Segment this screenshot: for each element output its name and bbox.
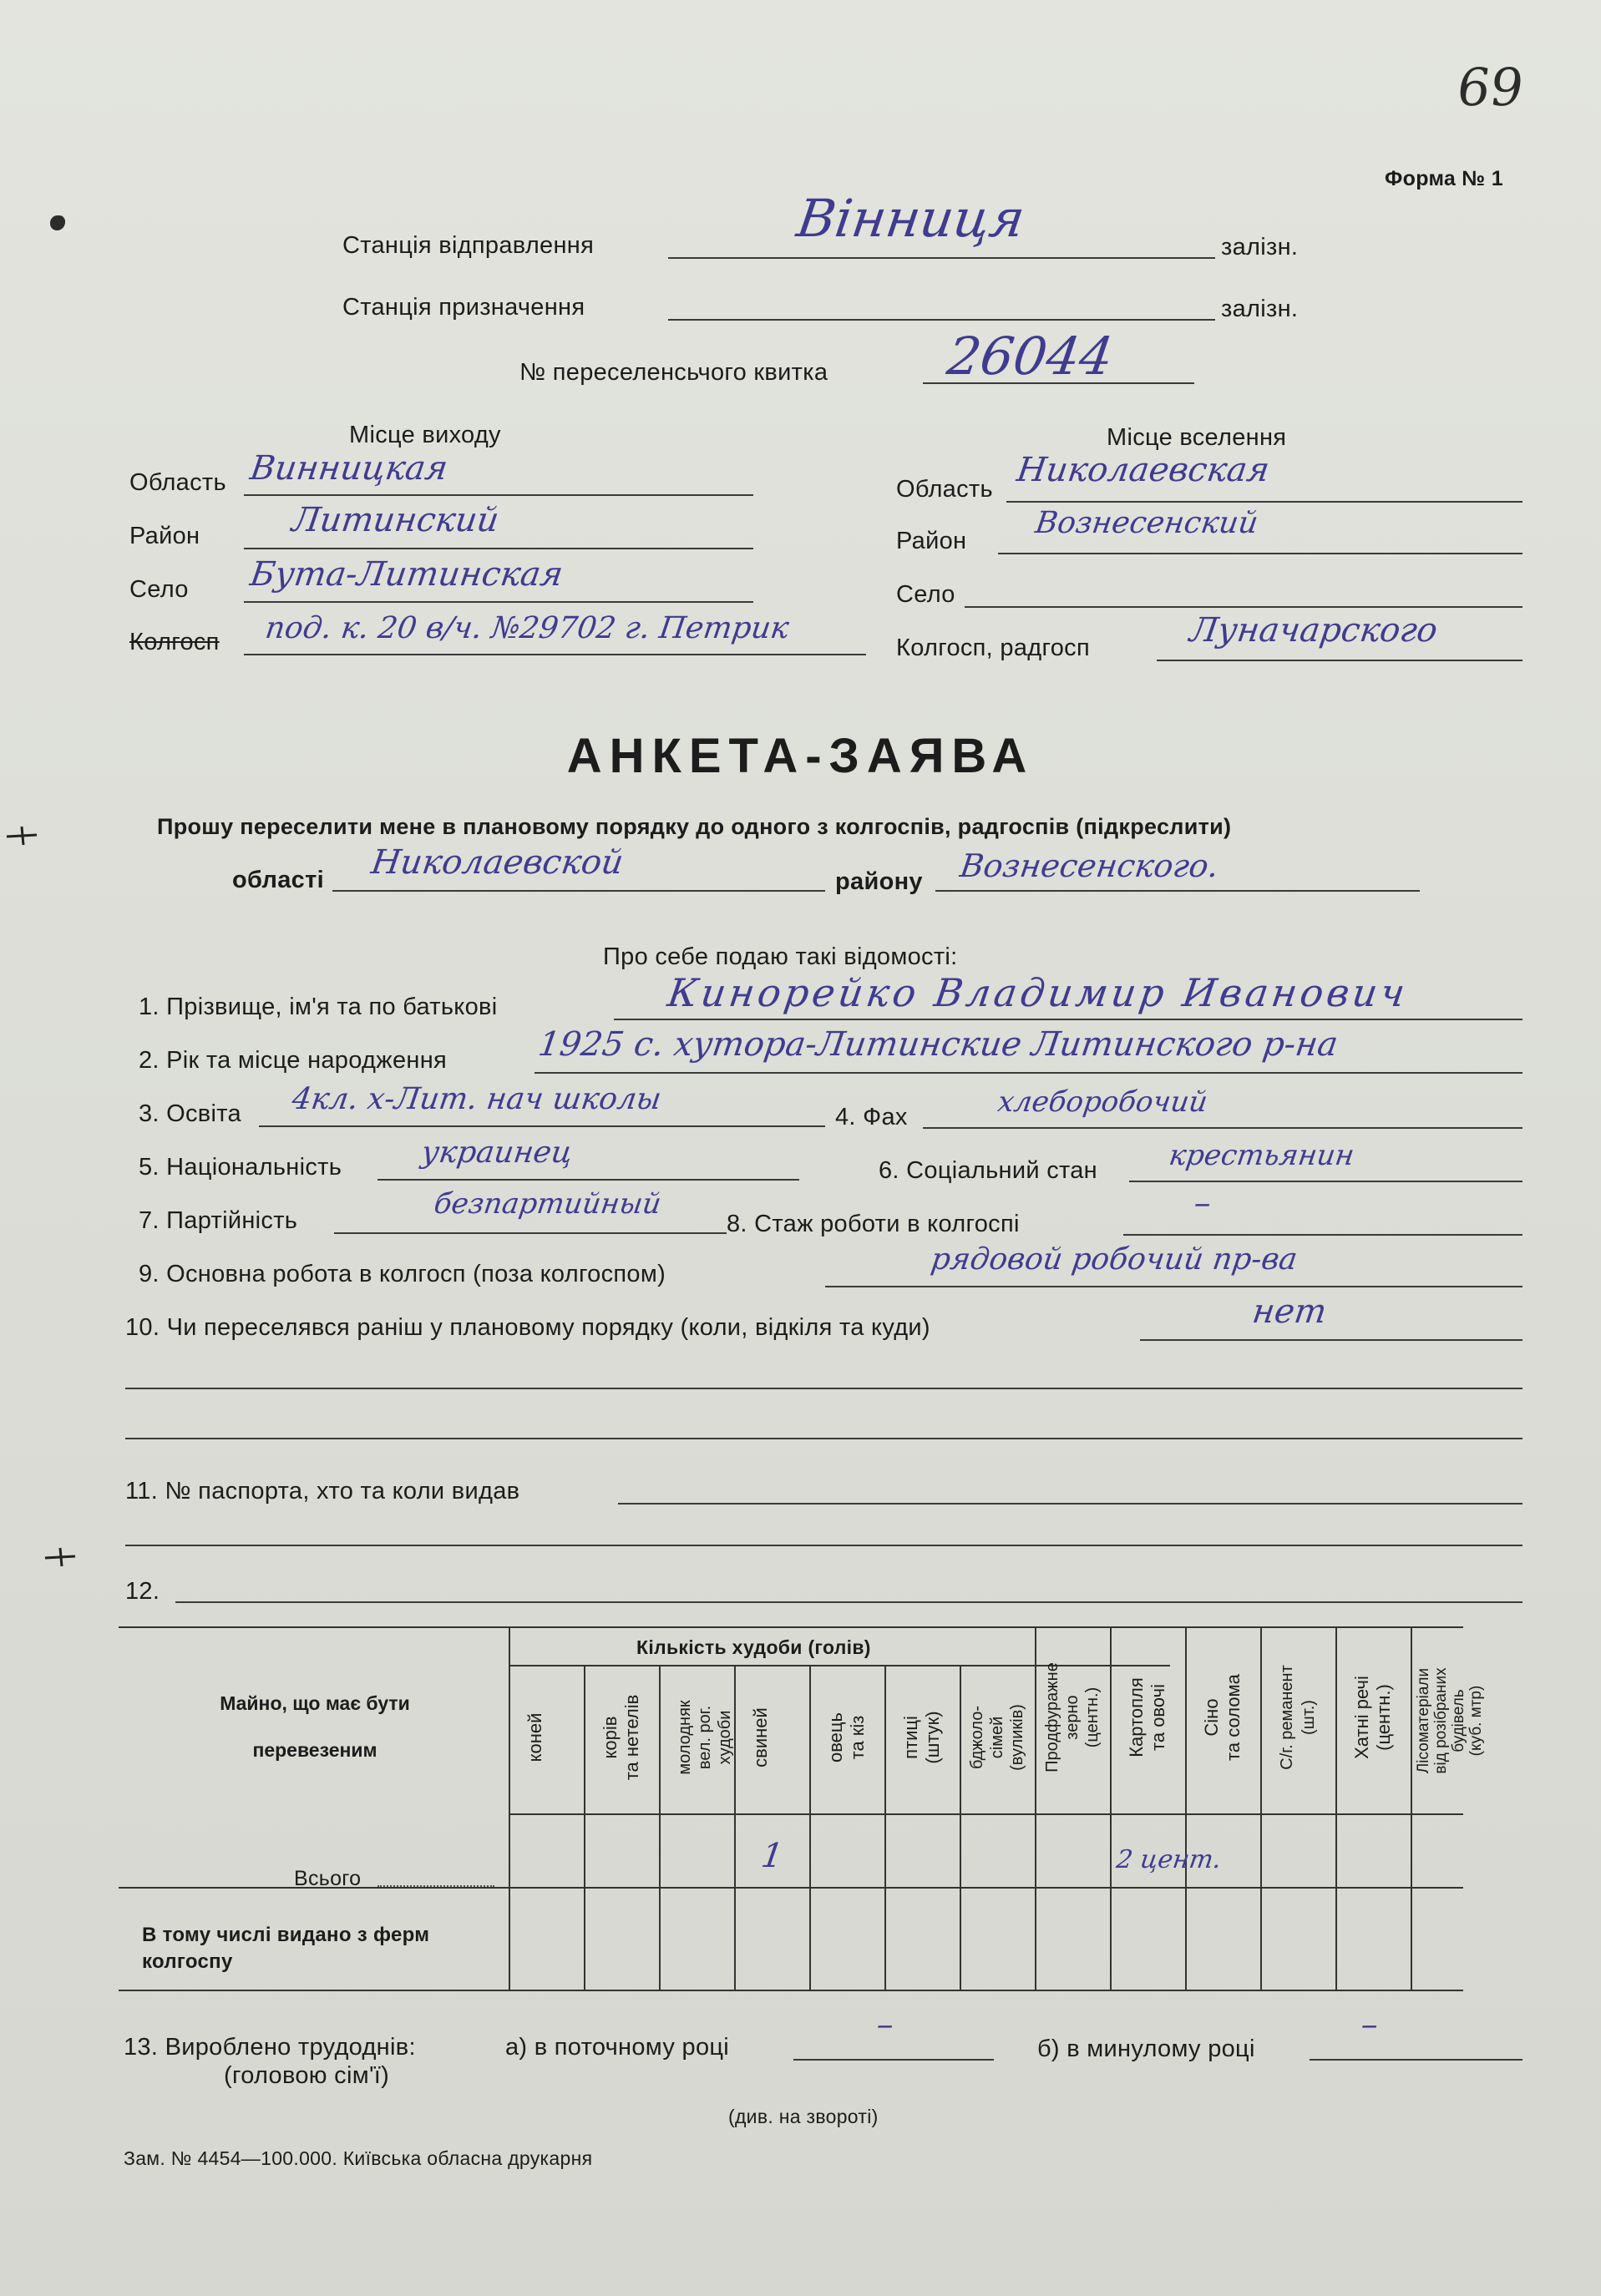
col-header-poultry: птиці (штук) bbox=[900, 1711, 943, 1764]
col-sep-11 bbox=[1335, 1628, 1337, 1990]
origin-heading: Місце виходу bbox=[349, 422, 501, 448]
field-10-extra-line-1 bbox=[125, 1388, 1522, 1389]
origin-oblast-line bbox=[244, 494, 753, 496]
destination-oblast-label: Область bbox=[896, 476, 993, 503]
field-2-value: 1925 с. хутора-Литинские Литинского р-на bbox=[535, 1025, 1340, 1064]
property-table bbox=[119, 1626, 1485, 1991]
col-header-equipment: С/г. реманент (шт.) bbox=[1278, 1665, 1318, 1770]
field-12-line bbox=[175, 1601, 1522, 1603]
field-4-value: хлеборобочий bbox=[996, 1085, 1210, 1119]
field-11-line bbox=[618, 1503, 1522, 1505]
request-raion-label: району bbox=[835, 868, 923, 895]
field-9-value: рядовой робочий пр-ва bbox=[929, 1242, 1300, 1277]
request-raion-line bbox=[935, 890, 1420, 892]
origin-oblast-label: Область bbox=[129, 469, 226, 496]
field-6-line bbox=[1129, 1181, 1522, 1182]
printer-imprint: Зам. № 4454—100.000. Київська обласна друкарня bbox=[124, 2147, 593, 2169]
col-sep-4 bbox=[809, 1665, 811, 1990]
destination-selo-label: Село bbox=[896, 581, 955, 608]
field-6-label: 6. Соціальний стан bbox=[879, 1157, 1097, 1184]
col-header-pigs: свиней bbox=[750, 1707, 771, 1768]
workdays-sub: (головою сім'ї) bbox=[224, 2062, 390, 2089]
station-depart-line bbox=[668, 257, 1215, 259]
request-raion-value: Вознесенского. bbox=[957, 847, 1221, 884]
field-11-extra-line bbox=[125, 1545, 1522, 1546]
field-10-label: 10. Чи переселявся раніш у плановому порядку (коли, відкіля та куди) bbox=[125, 1314, 930, 1341]
col-header-cows: корів та нетелів bbox=[600, 1694, 642, 1781]
field-9-line bbox=[825, 1286, 1522, 1287]
station-depart-suffix: залізн. bbox=[1221, 234, 1299, 260]
field-8-label: 8. Стаж роботи в колгоспі bbox=[727, 1211, 1020, 1237]
punch-hole bbox=[50, 215, 65, 230]
col-sep-7 bbox=[1035, 1628, 1036, 1990]
col-header-young-cattle: молодняк вел. рог. худоби bbox=[676, 1700, 734, 1775]
field-8-value: – bbox=[1191, 1184, 1214, 1222]
field-5-value: украинец bbox=[419, 1135, 575, 1170]
origin-kolhosp-line bbox=[244, 654, 866, 655]
ticket-value: 26044 bbox=[943, 326, 1117, 387]
origin-raion-label: Район bbox=[129, 523, 200, 549]
col-sep-1 bbox=[584, 1665, 585, 1990]
col-header-sheep-goats: овець та кіз bbox=[825, 1712, 868, 1762]
field-2-line bbox=[535, 1072, 1522, 1074]
field-7-value: безпартийный bbox=[432, 1187, 664, 1221]
origin-raion-value: Литинский bbox=[289, 501, 502, 539]
header-bottom-rule bbox=[509, 1813, 1463, 1815]
field-1-line bbox=[614, 1019, 1522, 1020]
destination-oblast-line bbox=[1006, 501, 1522, 503]
page-number: 69 bbox=[1452, 57, 1528, 118]
request-oblast-value: Николаевской bbox=[368, 843, 626, 882]
origin-raion-line bbox=[244, 548, 753, 549]
row-total-dots bbox=[377, 1885, 494, 1887]
field-11-label: 11. № паспорта, хто та коли видав bbox=[125, 1478, 520, 1505]
station-dest-label: Станція призначення bbox=[342, 294, 585, 321]
field-8-line bbox=[1123, 1234, 1522, 1236]
destination-heading: Місце вселення bbox=[1107, 424, 1287, 451]
property-header: Майно, що має бути перевезеним bbox=[220, 1692, 410, 1761]
form-title: АНКЕТА-ЗАЯВА bbox=[566, 729, 1035, 783]
station-depart-value: Вінниця bbox=[793, 188, 1029, 249]
request-text: Прошу переселити мене в плановому порядку до одного з колгоспів, радгоспів (підкреслити) bbox=[157, 814, 1232, 839]
livestock-group-header: Кількість худоби (голів) bbox=[636, 1636, 871, 1658]
destination-kolhosp-label: Колгосп, радгосп bbox=[896, 635, 1090, 661]
col-header-horses: коней bbox=[524, 1712, 545, 1762]
field-10-value: нет bbox=[1249, 1292, 1330, 1331]
destination-selo-line bbox=[965, 606, 1522, 608]
field-5-label: 5. Національність bbox=[139, 1154, 342, 1181]
request-oblast-line bbox=[332, 890, 825, 892]
workdays-current-value: – bbox=[874, 2005, 897, 2044]
destination-raion-value: Вознесенский bbox=[1033, 506, 1260, 540]
col-header-timber: Лісоматеріали від розібраних будівель (куб. мтр) bbox=[1415, 1667, 1485, 1774]
workdays-previous-line bbox=[1310, 2059, 1522, 2061]
row-total-pigs: 1 bbox=[758, 1837, 786, 1875]
field-12-label: 12. bbox=[125, 1578, 160, 1605]
intro-text: Про себе подаю такі відомості: bbox=[603, 943, 958, 970]
col-header-potatoes: Картопля та овочі bbox=[1126, 1677, 1168, 1757]
destination-raion-label: Район bbox=[896, 528, 967, 554]
station-dest-suffix: залізн. bbox=[1221, 296, 1299, 322]
field-3-value: 4кл. х-Лит. нач школы bbox=[290, 1082, 664, 1116]
col-sep-12 bbox=[1411, 1628, 1412, 1990]
field-5-line bbox=[377, 1179, 799, 1181]
origin-oblast-value: Винницкая bbox=[247, 449, 450, 488]
edge-tear-mark bbox=[5, 825, 38, 847]
origin-kolhosp-label: Колгосп bbox=[129, 629, 220, 655]
see-reverse-note: (див. на звороті) bbox=[728, 2106, 879, 2127]
field-2-label: 2. Рік та місце народження bbox=[139, 1047, 448, 1074]
col-sep-5 bbox=[884, 1665, 886, 1990]
field-10-extra-line-2 bbox=[125, 1438, 1522, 1439]
col-header-grain: Продфуражне зерно (центн.) bbox=[1043, 1662, 1102, 1773]
col-sep-8 bbox=[1110, 1628, 1112, 1990]
col-sep-6 bbox=[960, 1665, 961, 1990]
destination-raion-line bbox=[998, 553, 1522, 554]
col-header-bee-colonies: бджоло- сімей (вуликів) bbox=[968, 1704, 1026, 1771]
destination-oblast-value: Николаевская bbox=[1014, 451, 1272, 489]
workdays-label: 13. Вироблено трудоднів: bbox=[124, 2034, 416, 2061]
field-3-label: 3. Освіта bbox=[139, 1100, 241, 1127]
station-depart-label: Станція відправлення bbox=[342, 232, 595, 259]
col-sep-2 bbox=[659, 1665, 661, 1990]
field-7-label: 7. Партійність bbox=[139, 1207, 298, 1234]
destination-kolhosp-value: Луначарского bbox=[1187, 611, 1441, 650]
destination-kolhosp-line bbox=[1157, 660, 1522, 661]
edge-tear-mark bbox=[43, 1546, 77, 1568]
col-header-household: Хатні речі (центн.) bbox=[1351, 1676, 1394, 1759]
field-3-line bbox=[259, 1125, 825, 1127]
request-oblast-label: області bbox=[232, 867, 324, 893]
workdays-current-label: а) в поточному році bbox=[505, 2034, 730, 2061]
station-dest-line bbox=[668, 319, 1215, 321]
col-sep-0 bbox=[509, 1628, 510, 1990]
field-10-line bbox=[1140, 1339, 1522, 1341]
row-total-potatoes: 2 цент. bbox=[1114, 1845, 1224, 1874]
row-farm-label: В тому числі видано з ферм колгоспу bbox=[142, 1924, 430, 1973]
field-1-label: 1. Прізвище, ім'я та по батькові bbox=[139, 994, 498, 1020]
workdays-previous-value: – bbox=[1358, 2005, 1381, 2044]
origin-selo-line bbox=[244, 601, 753, 603]
origin-kolhosp-value: под. к. 20 в/ч. №29702 г. Петрик bbox=[263, 611, 792, 645]
origin-selo-label: Село bbox=[129, 576, 189, 603]
field-7-line bbox=[334, 1232, 727, 1234]
form-number: Форма № 1 bbox=[1385, 167, 1503, 190]
col-sep-9 bbox=[1185, 1628, 1187, 1990]
col-sep-10 bbox=[1260, 1628, 1262, 1990]
workdays-current-line bbox=[793, 2059, 994, 2061]
ticket-label: № переселенсьчого квитка bbox=[519, 359, 828, 386]
origin-selo-value: Бута-Литинская bbox=[247, 555, 565, 594]
field-6-value: крестьянин bbox=[1167, 1139, 1356, 1172]
field-4-line bbox=[923, 1127, 1522, 1129]
col-header-hay: Сіно та солома bbox=[1201, 1674, 1244, 1761]
field-4-label: 4. Фах bbox=[835, 1104, 908, 1130]
field-1-value: Кинорейко Владимир Иванович bbox=[665, 970, 1411, 1015]
row-total-label: Всього bbox=[294, 1867, 362, 1890]
field-9-label: 9. Основна робота в колгосп (поза колгоспом) bbox=[139, 1261, 666, 1287]
workdays-previous-label: б) в минулому році bbox=[1037, 2036, 1255, 2062]
